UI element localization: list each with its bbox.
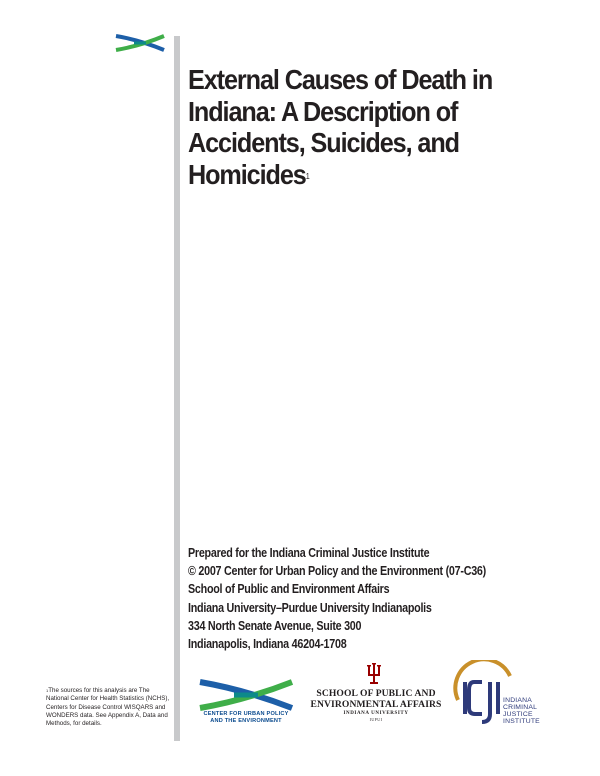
spea-line-2: ENVIRONMENTAL AFFAIRS bbox=[310, 698, 442, 710]
title-footnote-ref: 1 bbox=[305, 171, 309, 181]
prepared-line: Prepared for the Indiana Criminal Justice Institute bbox=[188, 546, 430, 560]
footnote-text: The sources for this analysis are The National Center for Health Statistics (NCHS), Centers for Disease Control WISQARS and WONDERS data. See Appendix A, Data and Methods, for details. bbox=[46, 687, 170, 728]
city-line: Indianapolis, Indiana 46204-1708 bbox=[188, 637, 347, 652]
prepared-for-block bbox=[188, 544, 515, 653]
icji-logo-text bbox=[503, 697, 563, 725]
cupe-cross-icon bbox=[114, 34, 166, 52]
spea-line-3: INDIANA UNIVERSITY bbox=[343, 711, 409, 716]
copyright-line: © 2007 Center for Urban Policy and the Environment (07-C36) bbox=[188, 564, 486, 579]
cupe-line-1: CENTER FOR URBAN POLICY bbox=[203, 711, 289, 717]
school-line: School of Public and Environment Affairs bbox=[188, 582, 390, 597]
icji-line-1: INDIANA bbox=[503, 697, 532, 704]
icji-line-3: JUSTICE bbox=[503, 711, 533, 719]
spea-line-1: SCHOOL OF PUBLIC AND bbox=[316, 688, 436, 699]
icji-line-2: CRIMINAL bbox=[503, 704, 538, 712]
street-address-line: 334 North Senate Avenue, Suite 300 bbox=[188, 618, 362, 633]
cupe-line-2: AND THE ENVIRONMENT bbox=[210, 718, 282, 724]
iu-trident-icon bbox=[367, 663, 381, 685]
icji-line-4: INSTITUTE bbox=[503, 718, 540, 726]
cupe-logo-text bbox=[196, 711, 296, 725]
university-line: Indiana University–Purdue University Indianapolis bbox=[188, 600, 432, 615]
footnote-mark: 1 bbox=[46, 688, 49, 693]
spea-logo-text bbox=[306, 689, 446, 722]
document-title: External Causes of Death in Indiana: A Description of Accidents, Suicides, and Homicides$^1$ bbox=[188, 64, 493, 190]
footnote bbox=[46, 687, 170, 728]
left-vertical-rule bbox=[174, 36, 180, 741]
spea-line-4: IUPUI bbox=[369, 717, 383, 722]
